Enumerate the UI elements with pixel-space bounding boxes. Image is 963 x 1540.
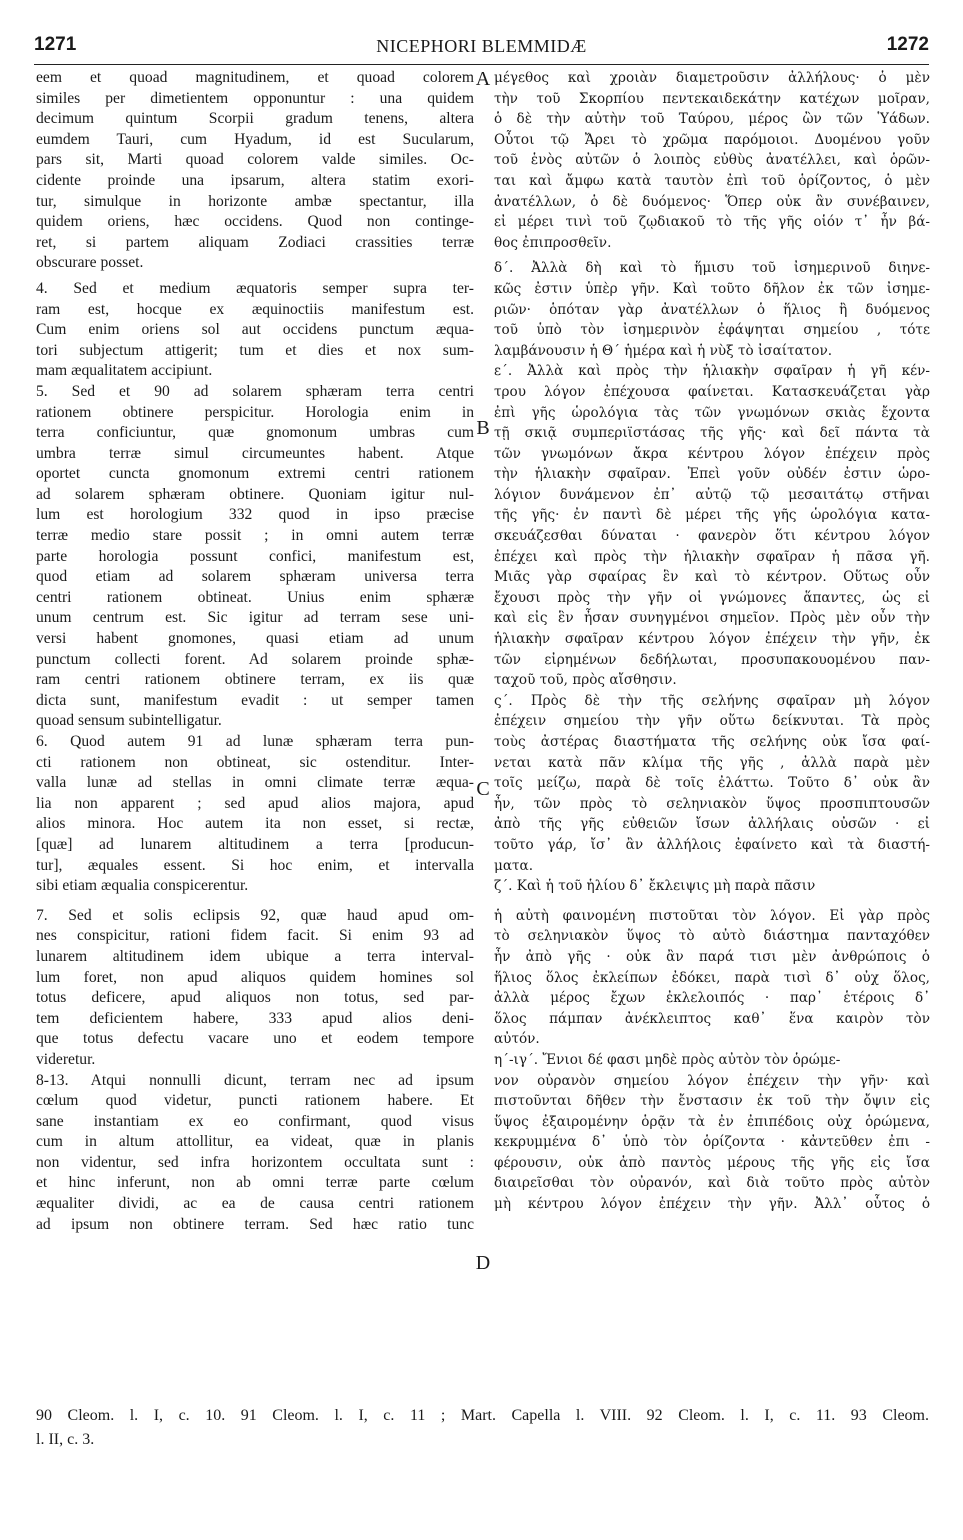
text-line: λαμβάνουσιν ἡ Θ΄ ἡμέρα καὶ ἡ νὺξ τὸ ἰσαίτατον. <box>494 342 833 359</box>
text-line: cœlum quod videtur, puncti rationem habere. Et <box>36 1092 474 1110</box>
text-line: ἦν, τῶν πρὸς τὸ σεληνιακὸν ὕψος προσπιπτουσῶν <box>494 795 930 812</box>
text-line: eem et quoad magnitudinem, et quoad colorem <box>36 69 474 86</box>
text-line: Οὗτοι τῷ Ἄρει τὸ χρῶμα παρόμοιοι. Δυομένου γοῦν <box>494 131 930 148</box>
text-line: quod etiam ad solarem sphæram universa terra <box>36 568 474 586</box>
text-line: pars sit, Marti quoad colorem valde similes. Oc- <box>36 151 474 169</box>
text-line: ὅλος πάμπαν ἀνέκλειπτος καθ᾽ ἕνα καιρὸν τὸν <box>494 1010 930 1027</box>
text-line: eumdem Tauri, cum Hyadum, id est Sucularum, <box>36 130 474 148</box>
text-line: cum in altum attollitur, ea videat, quæ in planis <box>36 1133 474 1151</box>
text-line: εἰ μέρει τινὶ τοῦ ζῳδιακοῦ τὸ τῆς γῆς οἱόν τ᾽ ἦν βά- <box>494 214 930 231</box>
text-line: ram centri rationem obtinere terram, ex iis quæ <box>36 671 474 689</box>
text-line: δ΄. Ἀλλὰ δὴ καὶ τὸ ἥμισυ τοῦ ἰσημερινοῦ διηνε- <box>494 260 930 277</box>
text-line: μὴ κέντρου λόγον ἐπέχειν τὴν γῆν. Ἀλλ᾽ οὗτος ὁ <box>494 1196 930 1213</box>
left-page-number: 1271 <box>34 34 77 55</box>
text-line: dicta sunt, manifestum evadit : ut semper tamen <box>36 691 474 709</box>
footnotes <box>36 1404 929 1452</box>
text-line: ὁ δὲ τὴν αὐτὴν τοῦ Ταύρου, μέρος ὢν τῶν Ὑάδων. <box>494 111 930 128</box>
text-line: ἥλιος ὅλος ἐκλείπων ἐδόκει, παρὰ τισὶ δ᾽ οὐχ ὅλος, <box>494 969 930 986</box>
text-line: διαιρεῖσθαι τὸν οὐρανόν, καὶ διὰ τοῦτο πρὸς αὐτὸν <box>494 1175 930 1192</box>
text-line: ταχοῦ τοῦ, πρὸς αἴσθησιν. <box>494 672 677 689</box>
text-line: ἐπέχειν σημείου τὴν γῆν οὕτω δείκνυται. Τὰ πρὸς <box>494 713 930 730</box>
text-line: videretur. <box>36 1050 96 1068</box>
text-line: lunarem altitudinem idem ubique a terra interval- <box>36 947 474 965</box>
text-line: valla lunæ ad stellas in omni climate terræ æqua- <box>36 774 474 792</box>
text-line: [quæ] ad lunarem altitudinem a terra [producun- <box>36 835 474 853</box>
text-line: versi habent gnomones, quasi etiam ad unum <box>36 630 474 648</box>
text-line: tori subjectum attigerit; tum et dies et nox sum- <box>36 341 474 359</box>
text-line: obscurare posset. <box>36 254 144 272</box>
text-line: σκευάζεσθαι δύναται · φανερὸν ὅτι κέντρου λόγον <box>494 528 930 545</box>
text-line: κεκρυμμένα δ᾽ ὑπὸ τὸν ὁρίζοντα · κἀντεῦθεν ἐπι - <box>494 1134 930 1151</box>
text-line: τοὺς ἀστέρας διαστήματα τῆς σελήνης οὐκ ἴσα φαί- <box>494 734 930 750</box>
text-line: punctum collecti forent. Ad solarem proinde sphæ- <box>36 650 474 668</box>
text-line: ς΄. Πρὸς δὲ τὴν τῆς σελήνης σφαῖραν μὴ λόγον <box>494 692 930 709</box>
text-line: sibi etiam æqualia conspicerentur. <box>36 877 249 895</box>
text-line: 8-13. Atqui nonnulli dicunt, terram nec ad ipsum <box>36 1071 474 1089</box>
text-line: τὴν τοῦ Σκορπίου πεντεκαιδεκάτην κατέχων μοῖραν, <box>494 90 930 107</box>
text-line: nes conspicitur, rationi fidem facit. Si enim 93 ad <box>36 927 474 945</box>
text-line: ε΄. Ἀλλὰ καὶ πρὸς τὴν ἡλιακὴν σφαῖραν ἡ γῆ κέν- <box>494 363 930 380</box>
text-line: τὴν ἡλιακὴν σφαῖραν. Ἐπεὶ γοῦν οὐδέν ἐστιν ὡρο- <box>494 466 930 483</box>
text-line: Μιᾶς γὰρ σφαίρας ἓν καὶ τὸ κέντρον. Οὕτως οὖν <box>494 569 930 586</box>
text-line: tem deficientem habere, 333 apud alios deni- <box>36 1009 474 1027</box>
text-line: rationem obtinere perspicitur. Horologia enim in <box>36 403 474 421</box>
text-line: τὸ σεληνιακὸν ὕψος τὸ αὐτὸ διάστημα πανταχόθεν <box>494 928 930 945</box>
text-line: quidem oriens, hæc occidens. Quod non continge- <box>36 213 474 231</box>
greek-column <box>494 68 930 1215</box>
text-line: πιστοῦνται δῆθεν τὴν ἔνστασιν ἐκ τοῦ τὴν ὄψιν εἰς <box>494 1093 930 1110</box>
text-line: decimum quintum Scorpii gradum tenens, altera <box>36 110 474 128</box>
text-line: ἐπέχει καὶ πρὸς τὴν ἡλιακὴν σφαῖραν ἡ πᾶσα γῆ. <box>494 548 930 565</box>
text-line: τῶν εἰρημένων δεδήλωται, προσυπακουομένου παν- <box>494 651 930 668</box>
text-line: τοῦ ἑνὸς αὐτῶν ὁ λοιπὸς εὐθὺς ἀνατέλλει, καὶ ὁρῶν- <box>494 152 930 169</box>
text-line: τοῦ ὑπὸ τὸν ἰσημερινὸν ἐφάψηται σημείου , τότε <box>494 322 930 339</box>
text-line: umbra terræ simul circumeuntes habent. Atque <box>36 444 474 462</box>
text-line: ad ipsum non obtinere terram. Sed hæc ratio tunc <box>36 1215 474 1233</box>
text-line: νον οὐρανὸν σημείου λόγον ἐπέχειν τὴν γῆν· καὶ <box>494 1072 930 1089</box>
text-line: ἀνατέλλων, ὁ δὲ δυόμενος· Ὅπερ οὐκ ἂν συνέβαινεν, <box>494 193 930 210</box>
page-header <box>34 34 929 65</box>
text-line: 7. Sed et solis eclipsis 92, quæ haud apud om- <box>36 906 474 924</box>
text-line: tur, simulque in horizonte ambæ spectantur, illa <box>36 192 474 210</box>
footnote-line: 90 Cleom. l. I, c. 10. 91 Cleom. l. I, c. 11 ; Mart. Capella l. VIII. 92 Cleom. l. I, c. 11. 93 Cleom. <box>36 1407 929 1424</box>
text-line: parte horologia possunt confici, manifestum est, <box>36 547 474 565</box>
text-line: tur], æquales essent. Si hoc enim, et intervalla <box>36 856 474 874</box>
text-line: cidente proinde una ipsarum, altera statim exori- <box>36 171 474 189</box>
text-line: lia non apparent ; sed apud alios majora, apud <box>36 794 474 812</box>
text-line: centri rationem obtineat. Unius enim sphæræ <box>36 588 474 606</box>
text-line: φέρουσιν, οὐκ ἀπὸ παντὸς μέρους τῆς γῆς εἰς ἴσα <box>494 1154 930 1171</box>
running-title: NICEPHORI BLEMMIDÆ <box>376 36 587 56</box>
text-line: ται καὶ ἄμφω κατὰ ταυτὸν ἐπὶ τοῦ ὁρίζοντος, ὁ μὲν <box>494 172 930 189</box>
text-line: non videntur, sed infra horizontem occultata sunt : <box>36 1153 474 1171</box>
paragraph-gap <box>494 897 930 906</box>
margin-marker-b: B <box>476 417 490 439</box>
text-line: unum centrum est. Sic igitur ad terram sese uni- <box>36 609 474 627</box>
text-line: similes per dimetientem opponuntur : una quidem <box>36 89 474 107</box>
text-line: ριῶν· ὁπόταν γὰρ ἀνατέλλων ὁ ἥλιος ἢ δυόμενος <box>494 301 930 318</box>
text-line: lum est horologium 332 quod in ipso præcise <box>36 506 474 524</box>
text-line: ἀπὸ τῆς γῆς εὐθειῶν ἴσων ἀλλήλαις οὐσῶν · εἰ <box>494 816 930 833</box>
text-line: terræ medio stare possit ; in omni autem terræ <box>36 527 474 545</box>
text-line: ret, si partem aliquam Zodiaci crassities terræ <box>36 233 474 251</box>
text-line: alios minora. Hoc autem ita non esset, si rectæ, <box>36 815 474 833</box>
text-line: τοῖς μείζω, παρὰ δὲ τοῖς ἐλάττω. Τοῦτο δ᾽ οὐκ ἂν <box>494 775 930 792</box>
margin-marker-a: A <box>475 68 491 90</box>
text-line: ἦν ἀπὸ γῆς · οὐκ ἂν παρά τισι μὲν ἀνθρώποις ὁ <box>494 948 930 965</box>
text-line: ματα. <box>494 857 534 874</box>
text-line: θος ἐπιπροσθεῖν. <box>494 234 612 251</box>
text-line: τρου λόγον ἐπέχουσα φαίνεται. Κατασκευάζεται γὰρ <box>494 383 930 400</box>
right-page-number: 1272 <box>886 34 929 55</box>
text-line: ἔχουσι πρὸς τὴν γῆν οἱ γνώμονες ἅπαντες, ὡς εἰ <box>494 589 930 606</box>
margin-marker-c: C <box>476 778 490 800</box>
text-line: æqualiter dividi, ac ea de causa centri rationem <box>36 1195 474 1213</box>
text-line: τῶν γνωμόνων ἄκρα κέντρου λόγον ἐπέχειν πρὸς <box>494 445 930 462</box>
text-line: μέγεθος καὶ χροιὰν διαμετροῦσιν ἀλλήλους· ὁ μὲν <box>494 70 930 86</box>
text-line: τῆς γῆς· ἐν παντὶ δὲ μέρει τῆς γῆς ὡρολόγια κατα- <box>494 507 930 524</box>
text-line: ram est, hocque ex æquinoctiis manifestum est. <box>36 300 474 318</box>
text-line: quoad sensum subintelligatur. <box>36 712 222 730</box>
text-line: καὶ εἰς ἓν ἦσαν συνηγμένοι σημεῖον. Πρὸς μὲν οὖν τὴν <box>494 610 930 627</box>
text-line: mam æqualitatem accipiunt. <box>36 362 213 380</box>
text-line: ἐπὶ γῆς ὡρολόγια τὰς τῶν γνωμόνων σκιὰς ἔχοντα <box>494 404 930 421</box>
text-line: η΄-ιγ΄. Ἔνιοι δέ φασι μηδὲ πρὸς αὐτὸν τὸν ὁρώμε- <box>494 1051 841 1068</box>
text-line: τῇ σκιᾷ συμπεριϊστάσας τῆς γῆς· καὶ δεῖ πάντα τὰ <box>494 425 930 442</box>
text-line: sane instantiam ex eo confirmant, quod visus <box>36 1112 474 1130</box>
text-line: 6. Quod autem 91 ad lunæ sphæram terra pun- <box>36 733 474 750</box>
text-line: ζ΄. Καὶ ἡ τοῦ ἡλίου δ᾽ ἔκλειψις μὴ παρὰ πᾶσιν <box>494 878 816 895</box>
text-line: 5. Sed et 90 ad solarem sphæram terra centri <box>36 382 474 400</box>
text-line: totus deficere, apud aliquos non totus, sed par- <box>36 989 474 1007</box>
text-line: ad solarem sphæram obtinere. Quoniam igitur nul- <box>36 485 474 503</box>
text-line: lum foret, non apud aliquos quidem homines sol <box>36 968 474 986</box>
text-line: νεται κατὰ πᾶν κλίμα τῆς γῆς , ἀλλὰ παρὰ μὲν <box>494 754 930 771</box>
text-line: oportet cuncta gnomonum extremi centri rationem <box>36 465 474 483</box>
text-line: terra conficiuntur, quæ gnomonum umbras cum <box>36 424 474 442</box>
text-line: cti rationem non obtineat, sic ostenditur. Inter- <box>36 753 474 771</box>
text-line: τοῦτο γάρ, ἴσ᾽ ἂν ἀλλήλοις ἐφαίνετο καὶ τὰ διαστή- <box>494 836 930 853</box>
text-line: αὐτόν. <box>494 1031 540 1048</box>
paragraph-gap <box>36 897 474 906</box>
text-line: Cum enim oriens sol aut occidens punctum æqua- <box>36 321 474 339</box>
text-line: κῶς ἐστιν ὑπὲρ γῆν. Καὶ τοῦτο δῆλον ἐκ τῶν ἰσημε- <box>494 280 930 297</box>
text-line: ὕψος ἐξαιρομένην ὁρᾷν τὰ ἐν ἐπιπέδοις οὐχ ὁρώμενα, <box>494 1113 930 1130</box>
text-line: et hinc inferunt, non ab omni terræ parte cœlum <box>36 1174 474 1192</box>
text-line: 4. Sed et medium æquatoris semper supra ter- <box>36 279 474 297</box>
margin-marker-d: D <box>475 1252 491 1274</box>
text-line: λόγιον δυνάμενον ἐπ᾽ αὐτῷ τῷ μεσαιτάτῳ στῆναι <box>494 486 930 503</box>
latin-column <box>36 68 474 1235</box>
footnote-line: l. II, c. 3. <box>36 1431 95 1448</box>
text-line: ἡλιακὴν σφαῖραν κέντρου λόγον ἐπέχειν τὴν γῆν, ἐκ <box>494 631 930 648</box>
text-line: que totus defectu vacare uno et eodem tempore <box>36 1030 474 1048</box>
text-line: ἡ αὐτὴ φαινομένη πιστοῦται τὸν λόγον. Εἰ γὰρ πρὸς <box>494 907 930 924</box>
text-line: ἀλλὰ μέρος ἔχων ἐκλελοιπός · παρ᾽ ἑτέροις δ᾽ <box>494 990 930 1007</box>
